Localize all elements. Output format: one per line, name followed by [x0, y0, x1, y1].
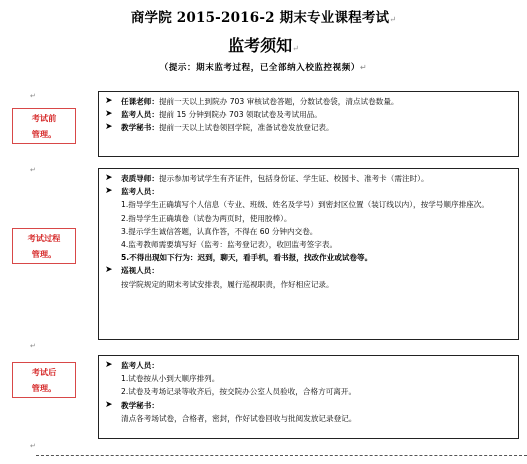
arrow-bullet-icon: ➤: [105, 173, 113, 183]
section-after-box: [98, 355, 519, 439]
list-item: ➤ 监考人员：: [105, 359, 512, 372]
arrow-bullet-icon: ➤: [105, 399, 113, 410]
step-text: 3.提示学生诚信答题，认真作答，不得在 60 分钟内交卷。: [121, 226, 318, 236]
list-item: ➤ 教学秘书：: [105, 399, 512, 412]
paragraph-mark: ↵: [30, 92, 36, 100]
step-text: 1.指导学生正确填写个人信息（专业、班级、姓名及学号）到密封区位置（装订线以内），按学号顺序排座次。: [121, 200, 489, 210]
label-during-exam: 考试过程 管理。: [12, 228, 76, 264]
arrow-bullet-icon: ➤: [105, 122, 113, 133]
label-after-exam: 考试后 管理。: [12, 362, 76, 398]
arrow-bullet-icon: ➤: [105, 96, 113, 106]
step-text: 1.试卷按从小到大顺序排列。: [121, 374, 220, 384]
arrow-bullet-icon: ➤: [105, 186, 113, 197]
paragraph-mark: ↵: [30, 442, 36, 450]
paragraph-mark: ↵: [30, 342, 36, 350]
page-break-line: [36, 455, 527, 456]
paragraph-mark: ↵: [30, 166, 36, 174]
arrow-bullet-icon: ➤: [105, 109, 113, 120]
section-during-box: [98, 168, 519, 340]
list-item: ➤ 任课老师：提前一天以上到院办 703 审核试卷答题，分数试卷袋，清点试卷数量。: [105, 95, 512, 108]
list-item: ➤ 监考人员：提前 15 分钟到院办 703 领取试卷及考试用品。: [105, 108, 512, 121]
step-text: 4.监考教师需要填写好（监考：监考登记表），收回监考签字表。: [121, 240, 338, 250]
list-item: ➤ 监考人员：: [105, 185, 512, 198]
list-item: ➤ 巡视人员：: [105, 264, 512, 277]
section-before-box: [98, 91, 519, 157]
notice-text: （提示：期末监考过程，已全部纳入校监控视频）↵: [159, 63, 368, 73]
step-text: 2.指导学生正确填卷（试卷为两页时，使用胶棒）。: [121, 213, 292, 223]
page-title: 商学院 2015-2016-2 期末专业课程考试↵: [130, 10, 397, 26]
arrow-bullet-icon: ➤: [105, 265, 113, 276]
page-subtitle: 监考须知↵: [228, 36, 299, 55]
step-text: 2.试卷及考场记录等收齐后，按交院办公室人员验收，合格方可离开。: [121, 387, 357, 397]
patrol-text: 按学院规定的期末考试安排表，履行巡视职责，作好相应记录。: [121, 279, 334, 289]
label-before-exam: 考试前 管理。: [12, 108, 76, 144]
arrow-bullet-icon: ➤: [105, 360, 113, 370]
list-item: ➤ 教学秘书：提前一天以上试卷领回学院，准备试卷发放登记表。: [105, 121, 512, 134]
rule-text: 5.不得出现如下行为：迟到，聊天，看手机，看书报，找改作业或试卷等。: [121, 253, 373, 263]
secretary-text: 清点各考场试卷，合格者，密封，作好试卷回收与批阅发放记录登记。: [121, 413, 357, 423]
list-item: ➤ 表质导师：提示参加考试学生有齐证件，包括身份证、学生证、校园卡、准考卡（需注时）。: [105, 172, 512, 185]
